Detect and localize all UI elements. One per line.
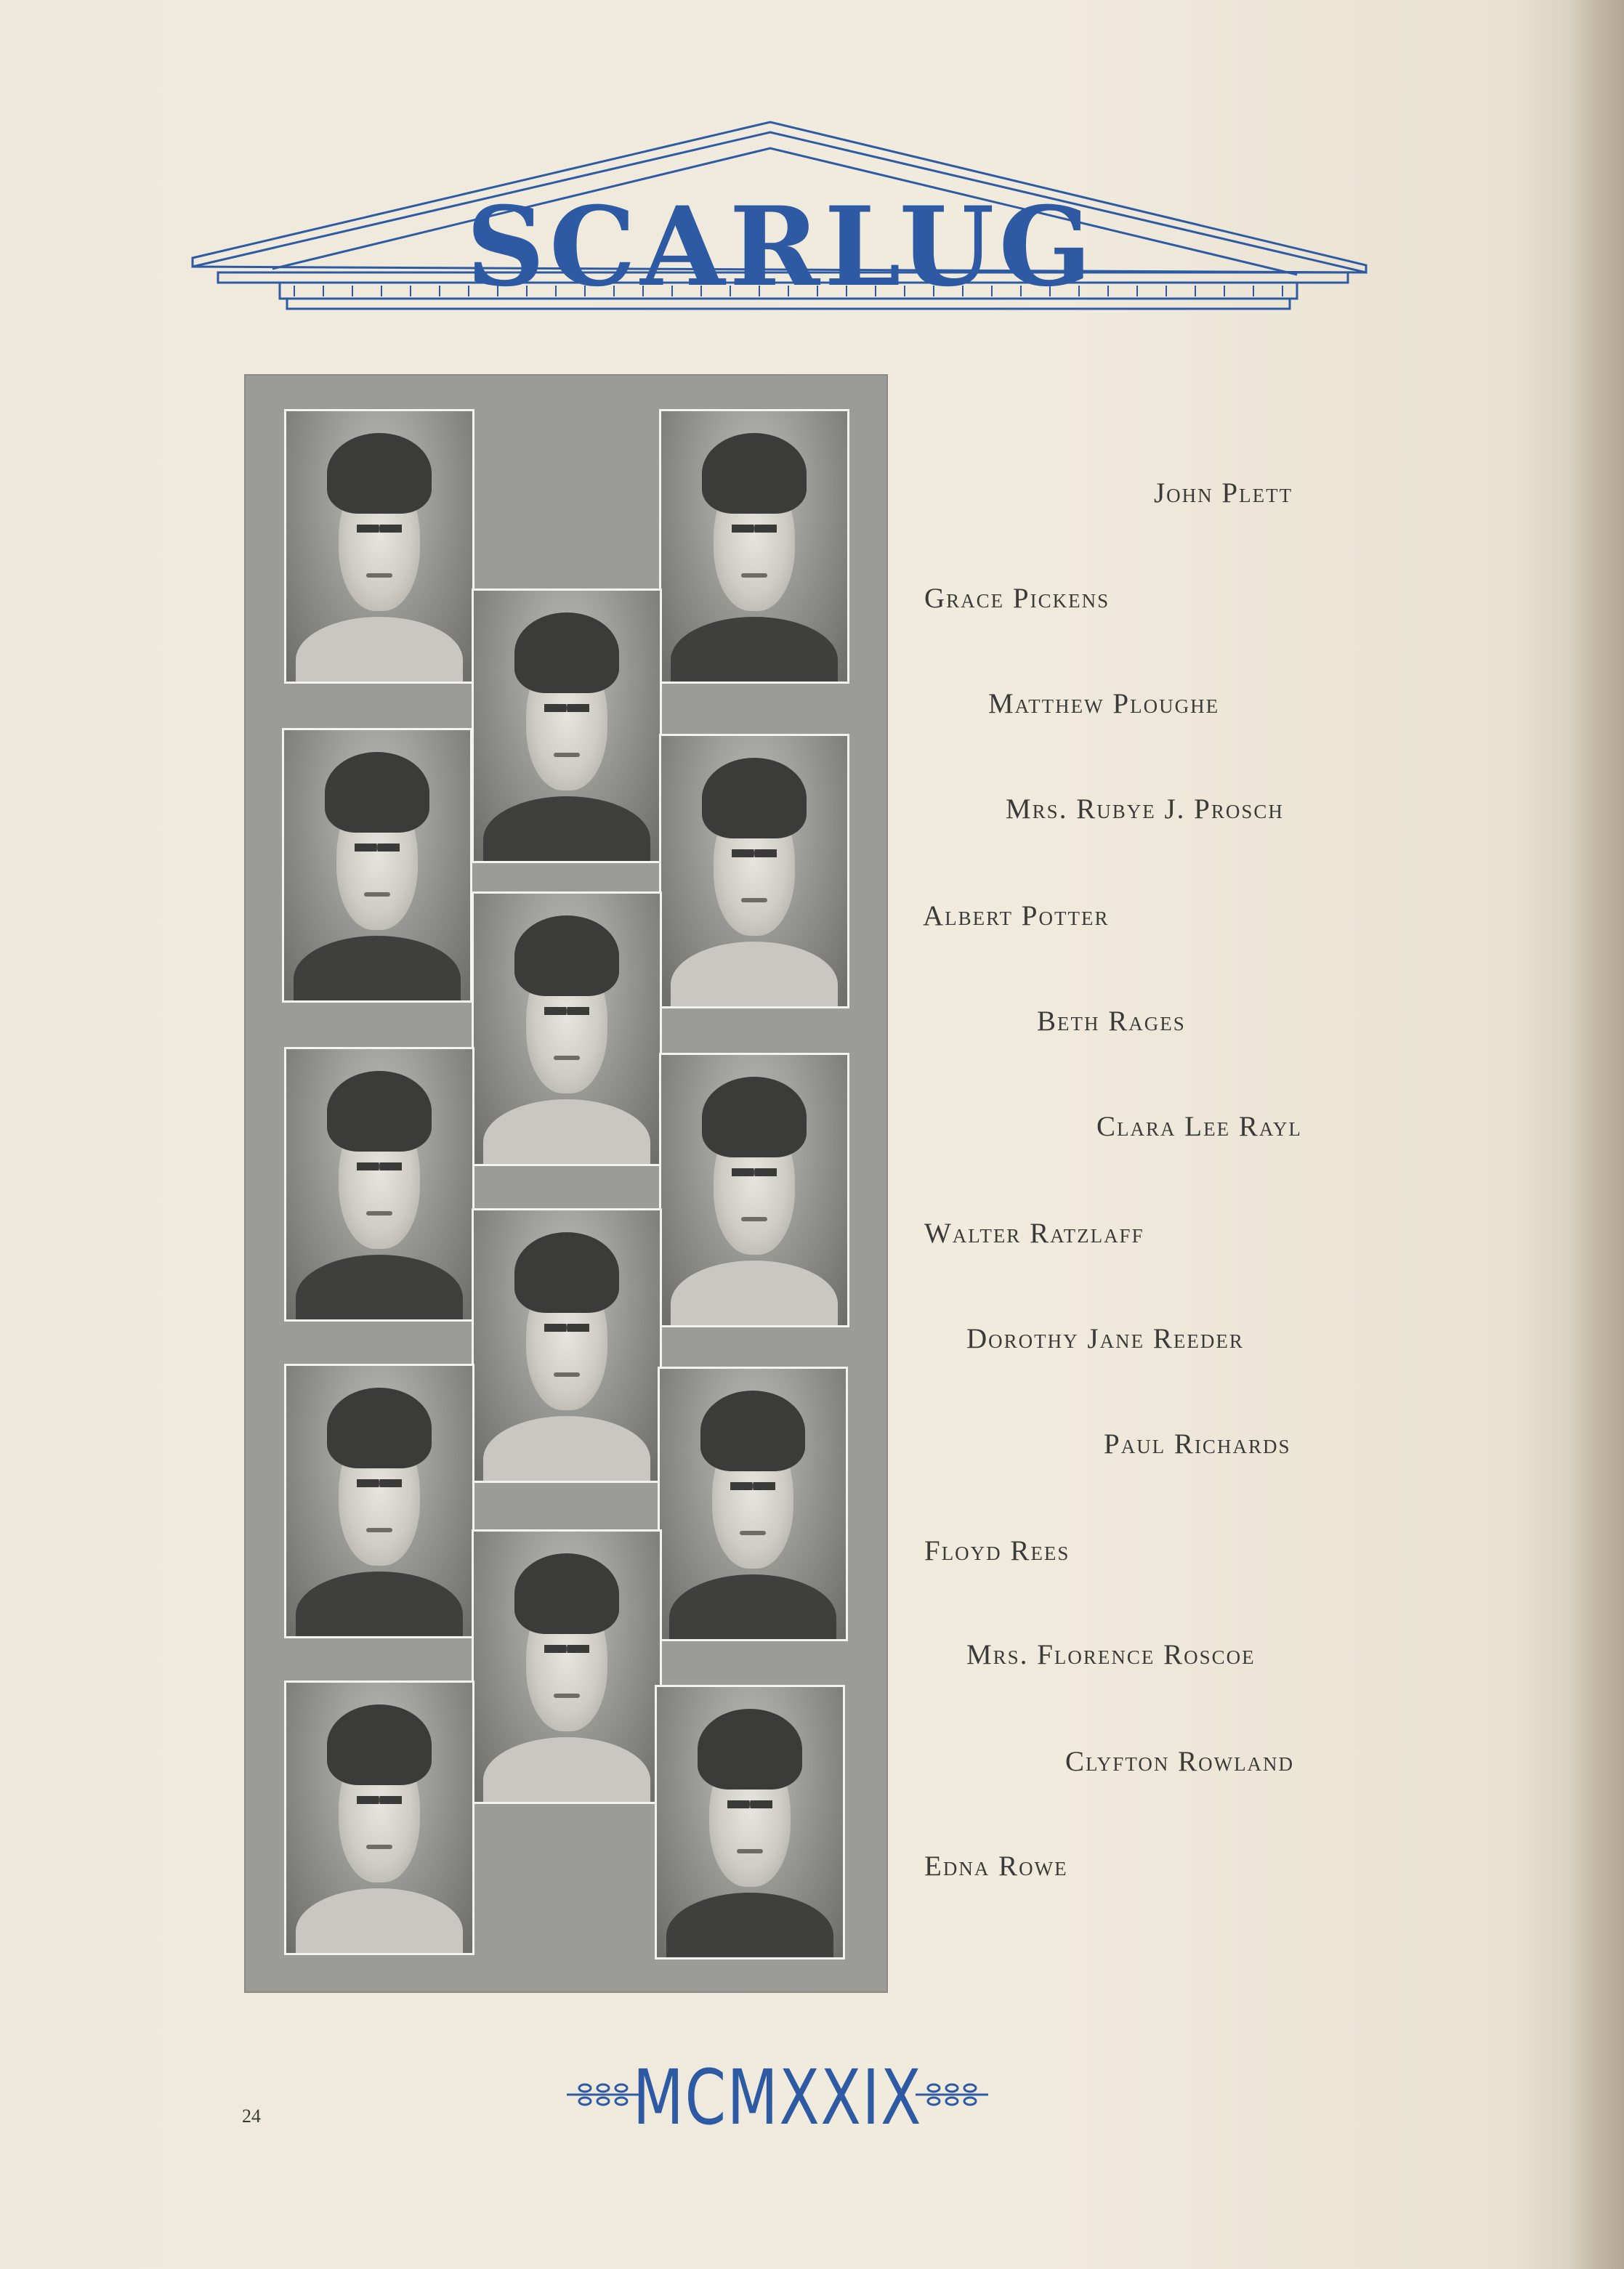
portrait-photo	[284, 409, 474, 684]
student-name: Edna Rowe	[924, 1851, 1068, 1882]
portrait-photo	[655, 1685, 845, 1959]
page-gutter-shadow	[1570, 0, 1624, 2269]
student-name: Clyfton Rowland	[1065, 1746, 1295, 1777]
student-name: Floyd Rees	[924, 1535, 1070, 1566]
portrait-photo	[659, 409, 849, 684]
student-name: Dorothy Jane Reeder	[966, 1323, 1244, 1354]
portrait-photo	[472, 589, 662, 863]
student-name: Matthew Ploughe	[988, 688, 1220, 719]
student-name: Walter Ratzlaff	[924, 1218, 1144, 1249]
portrait-photo	[284, 1364, 474, 1638]
portrait-photo	[282, 728, 472, 1003]
portrait-photo	[472, 891, 662, 1166]
right-sprig-ornament	[912, 2080, 992, 2109]
student-name: Clara Lee Rayl	[1096, 1111, 1302, 1142]
student-name: John Plett	[1154, 477, 1293, 509]
portrait-photo	[284, 1680, 474, 1955]
portrait-photo	[284, 1047, 474, 1322]
header-pediment	[185, 116, 1377, 341]
student-name: Albert Potter	[923, 900, 1110, 931]
portrait-photo	[659, 1053, 849, 1327]
student-name: Beth Rages	[1037, 1006, 1186, 1037]
footer-year: MCMXXIX	[632, 2053, 923, 2142]
page-number: 24	[242, 2106, 261, 2127]
page-title: SCARLUG	[466, 183, 1096, 311]
student-name: Mrs. Florence Roscoe	[966, 1639, 1256, 1670]
portrait-photo	[472, 1529, 662, 1804]
portrait-photo	[472, 1208, 662, 1483]
portrait-photo	[658, 1367, 848, 1641]
portrait-panel	[244, 374, 888, 1993]
student-name: Paul Richards	[1104, 1428, 1291, 1460]
portrait-photo	[659, 734, 849, 1008]
student-name: Mrs. Rubye J. Prosch	[1006, 793, 1284, 825]
student-name: Grace Pickens	[924, 583, 1110, 614]
